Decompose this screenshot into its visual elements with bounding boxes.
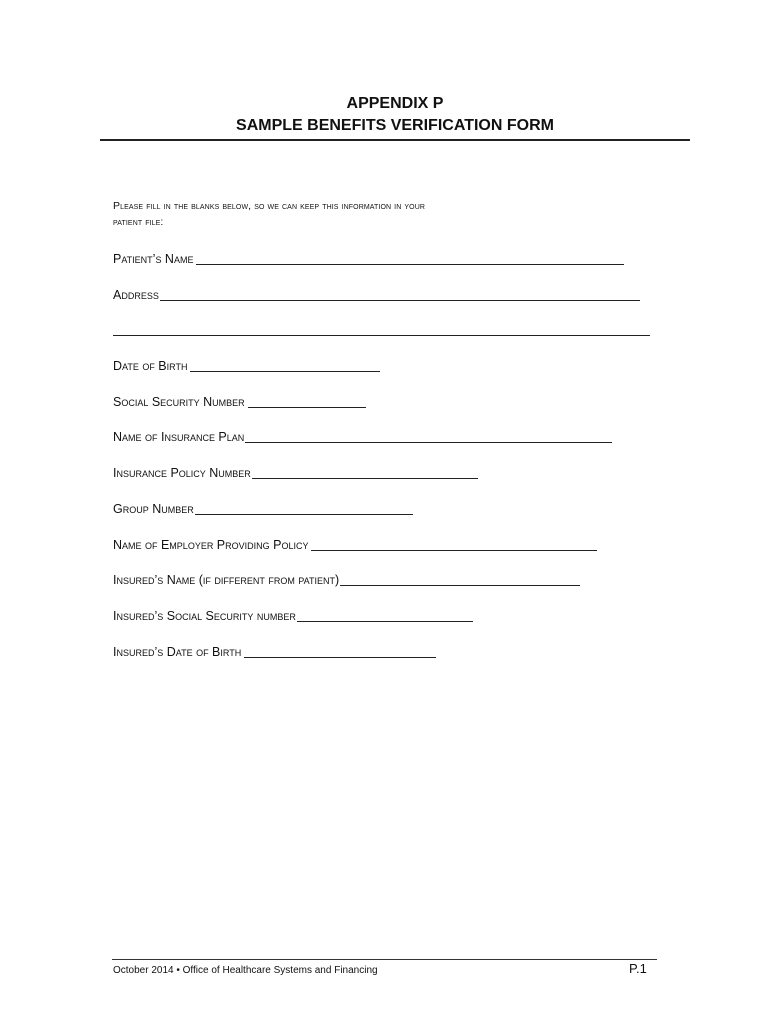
date-of-birth-label: Date of Birth: [113, 359, 188, 373]
instructions: [113, 198, 653, 230]
form-heading: SAMPLE BENEFITS VERIFICATION FORM: [236, 117, 554, 134]
insured-ssn-row: [113, 606, 473, 624]
insured-name-label: Insured’s Name (if different from patient): [113, 573, 340, 587]
instructions-line-2: patient file:: [113, 216, 164, 228]
ssn-blank[interactable]: [248, 407, 366, 408]
insured-name-blank[interactable]: [340, 585, 580, 586]
page-number: P.1: [629, 961, 647, 976]
insured-dob-blank[interactable]: [244, 657, 436, 658]
footer-text: October 2014 • Office of Healthcare Systems and Financing: [113, 965, 378, 976]
group-number-blank[interactable]: [195, 514, 413, 515]
group-number-label: Group Number: [113, 502, 194, 516]
insured-dob-row: [113, 642, 436, 660]
policy-number-row: [113, 463, 478, 481]
insurance-plan-label: Name of Insurance Plan: [113, 430, 245, 444]
address-line-2-row: [113, 320, 650, 338]
address-label: Address: [113, 288, 159, 302]
insurance-plan-blank[interactable]: [245, 442, 612, 443]
policy-number-label: Insurance Policy Number: [113, 466, 251, 480]
insured-dob-label: Insured’s Date of Birth: [113, 645, 242, 659]
patient-name-label: Patient’s Name: [113, 252, 194, 266]
header-divider: [100, 139, 690, 141]
insured-ssn-label: Insured’s Social Security number: [113, 609, 296, 623]
insured-name-row: [113, 570, 580, 588]
patient-name-row: [113, 249, 624, 267]
insured-ssn-blank[interactable]: [297, 621, 473, 622]
group-number-row: [113, 499, 413, 517]
patient-name-blank[interactable]: [196, 264, 624, 265]
address-blank[interactable]: [160, 300, 640, 301]
date-of-birth-blank[interactable]: [190, 371, 380, 372]
address-line-2-blank[interactable]: [113, 335, 650, 336]
employer-row: [113, 535, 597, 553]
address-row: [113, 285, 640, 303]
ssn-row: [113, 392, 366, 410]
employer-blank[interactable]: [311, 550, 597, 551]
form-title: [100, 93, 690, 137]
ssn-label: Social Security Number: [113, 395, 245, 409]
date-of-birth-row: [113, 356, 380, 374]
policy-number-blank[interactable]: [252, 478, 478, 479]
employer-label: Name of Employer Providing Policy: [113, 538, 309, 552]
instructions-line-1: Please fill in the blanks below, so we can keep this information in your: [113, 200, 426, 212]
appendix-heading: APPENDIX P: [346, 95, 444, 112]
insurance-plan-row: [113, 427, 612, 445]
footer-divider: [112, 959, 657, 960]
